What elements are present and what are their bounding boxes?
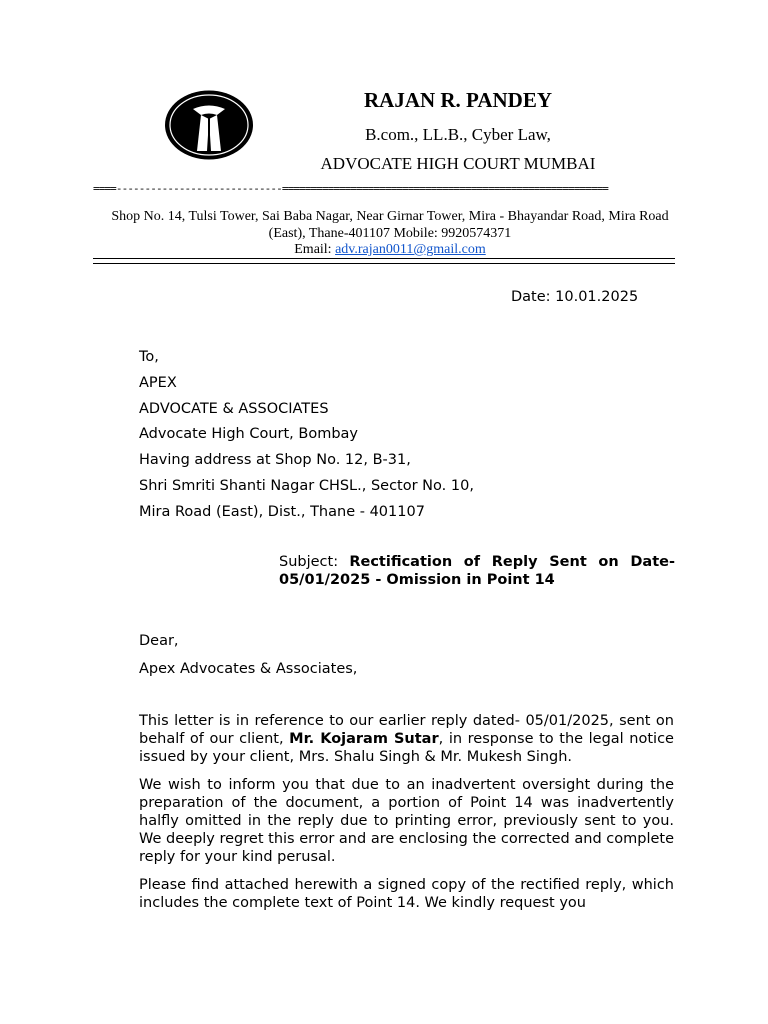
paragraph-text: , in response to the legal notice issued by your client, Mrs. Shalu Singh & Mr. Mukesh Singh. xyxy=(139,731,674,766)
recipient-address-block xyxy=(139,345,474,526)
recipient-line: ADVOCATE & ASSOCIATES xyxy=(139,400,329,417)
email-link[interactable]: adv.rajan0011@gmail.com xyxy=(335,242,486,257)
greeting: Dear, xyxy=(139,633,179,649)
recipient-line: APEX xyxy=(139,374,177,391)
subject-label: Subject: xyxy=(279,554,350,570)
recipient-line: Shri Smriti Shanti Nagar CHSL., Sector No. 10, xyxy=(139,477,474,494)
letterhead-double-rule xyxy=(93,258,675,264)
advocate-qualifications: B.com., LL.B., Cyber Law, xyxy=(365,125,551,144)
body-paragraph: We wish to inform you that due to an inadvertent oversight during the preparation of the document, a portion of Point 14 was inadvertently halfly omitted in the reply due to printing error, previously sent to you. We deeply regret this error and are enclosing the corrected and complete reply for your kind perusal. xyxy=(139,776,674,866)
advocate-bands-logo-icon xyxy=(163,89,255,161)
recipient-line: Advocate High Court, Bombay xyxy=(139,426,358,443)
greeting-block xyxy=(139,628,357,683)
email-label: Email: xyxy=(294,242,336,257)
recipient-line: Mira Road (East), Dist., Thane - 401107 xyxy=(139,503,425,520)
subject-text: Rectification of Reply Sent on Date- 05/01/2025 - Omission in Point 14 xyxy=(279,554,675,588)
paragraph-text: This letter is in reference to our earlier reply dated- 05/01/2025, sent on behalf of our client, xyxy=(139,713,674,748)
email-line xyxy=(100,242,680,258)
client-name: Mr. Kojaram Sutar xyxy=(289,731,439,748)
office-address: Shop No. 14, Tulsi Tower, Sai Baba Nagar, Near Girnar Tower, Mira - Bhayandar Road, Mira Road (East), Thane-401107 Mobile: 9920574371 xyxy=(111,209,669,241)
body-paragraph xyxy=(139,712,674,767)
advocate-name: RAJAN R. PANDEY xyxy=(363,88,552,112)
letter-date: Date: 10.01.2025 xyxy=(511,289,639,305)
letter-body xyxy=(139,712,674,921)
letterhead-separator: ====-----------------------------========================================================= xyxy=(93,182,609,195)
recipient-line: To, xyxy=(139,349,159,365)
recipient-line: Having address at Shop No. 12, B-31, xyxy=(139,452,411,469)
salutation: Apex Advocates & Associates, xyxy=(139,660,358,677)
body-paragraph: Please find attached herewith a signed copy of the rectified reply, which includes the complete text of Point 14. We kindly request you xyxy=(139,876,674,911)
advocate-designation: ADVOCATE HIGH COURT MUMBAI xyxy=(320,154,596,173)
subject-line xyxy=(279,553,675,589)
